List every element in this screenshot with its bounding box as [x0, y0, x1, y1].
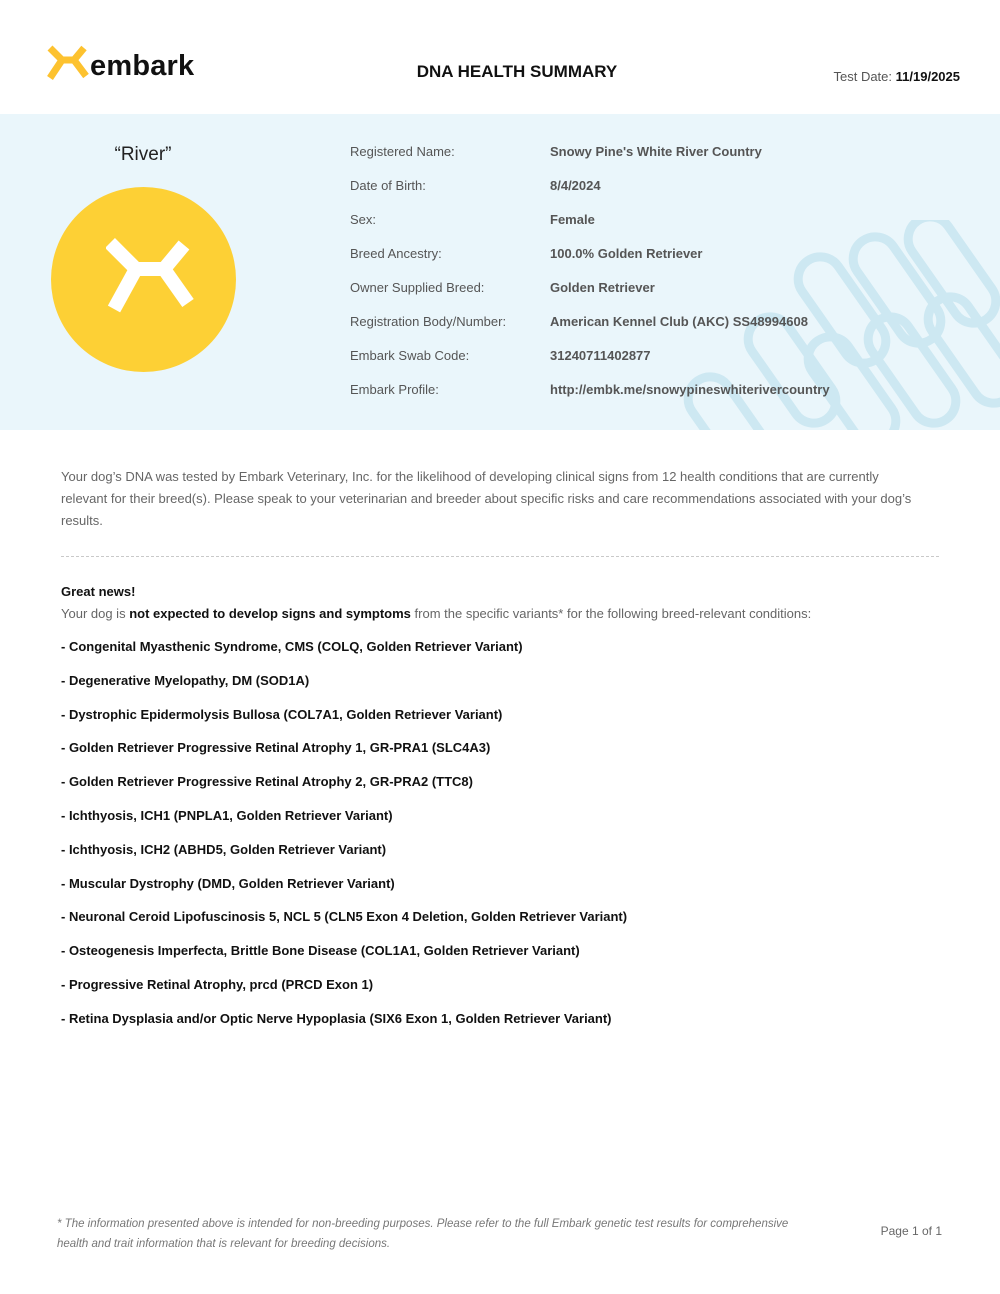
sub-prefix: Your dog is — [61, 606, 130, 621]
info-value: Snowy Pine's White River Country — [550, 144, 762, 159]
footnote: * The information presented above is intended for non-breeding purposes. Please refer to the full Embark genetic test results for comprehensive health and trait information that is relevant for breeding decisions. — [57, 1218, 789, 1250]
info-row-sex — [350, 212, 970, 246]
condition-item: - Muscular Dystrophy (DMD, Golden Retriever Variant) — [61, 875, 395, 891]
info-label: Embark Swab Code: — [350, 348, 470, 363]
condition-item: - Dystrophic Epidermolysis Bullosa (COL7A1, Golden Retriever Variant) — [61, 706, 503, 722]
condition-item: - Progressive Retinal Atrophy, prcd (PRCD Exon 1) — [61, 976, 374, 992]
page-header — [0, 0, 1000, 114]
condition-item: - Golden Retriever Progressive Retinal Atrophy 1, GR-PRA1 (SLC4A3) — [61, 740, 491, 756]
dog-avatar — [51, 187, 236, 372]
info-row-swab-code — [350, 348, 970, 382]
dog-profile-panel — [0, 114, 1000, 430]
dog-avatar-icon — [106, 237, 196, 317]
dog-info-list — [350, 144, 970, 416]
info-value: Golden Retriever — [550, 280, 655, 295]
info-label: Embark Profile: — [350, 382, 439, 397]
info-row-breed-ancestry — [350, 246, 970, 280]
condition-item: - Osteogenesis Imperfecta, Brittle Bone Disease (COL1A1, Golden Retriever Variant) — [61, 943, 580, 959]
info-value: American Kennel Club (AKC) SS48994608 — [550, 314, 808, 329]
info-value: 100.0% Golden Retriever — [550, 246, 703, 261]
info-row-owner-supplied-breed — [350, 280, 970, 314]
info-label: Sex: — [350, 212, 377, 227]
condition-item: - Retina Dysplasia and/or Optic Nerve Hypoplasia (SIX6 Exon 1, Golden Retriever Variant) — [61, 1010, 612, 1026]
condition-item: - Golden Retriever Progressive Retinal Atrophy 2, GR-PRA2 (TTC8) — [61, 774, 473, 790]
page-title: DNA HEALTH SUMMARY — [416, 62, 618, 81]
dashed-divider — [61, 556, 939, 557]
page-number: Page 1 of 1 — [880, 1224, 942, 1238]
info-row-embark-profile — [350, 382, 970, 416]
dog-name: “River” — [114, 144, 172, 165]
info-value: 8/4/2024 — [550, 178, 601, 193]
results-subheading — [61, 606, 811, 621]
info-row-registration — [350, 314, 970, 348]
test-date-label: Test Date: — [833, 69, 893, 84]
condition-item: - Ichthyosis, ICH2 (ABHD5, Golden Retriever Variant) — [61, 841, 387, 857]
intro-paragraph: Your dog’s DNA was tested by Embark Veterinary, Inc. for the likelihood of developing clinical signs from 12 health conditions that are currently relevant for their breed(s). Please speak to your veterinarian and breeder about specific risks and care recommendations associated with your dog’s results. — [61, 469, 912, 528]
embark-profile-link[interactable]: http://embk.me/snowypineswhiterivercountry — [550, 382, 830, 397]
info-label: Registration Body/Number: — [350, 314, 507, 329]
condition-item: - Congenital Myasthenic Syndrome, CMS (COLQ, Golden Retriever Variant) — [61, 639, 523, 654]
condition-item: - Neuronal Ceroid Lipofuscinosis 5, NCL 5 (CLN5 Exon 4 Deletion, Golden Retriever Variant) — [61, 909, 628, 925]
info-label: Registered Name: — [350, 144, 455, 159]
info-label: Breed Ancestry: — [350, 246, 442, 261]
condition-item: - Degenerative Myelopathy, DM (SOD1A) — [61, 672, 310, 688]
info-value: Female — [550, 212, 595, 227]
info-value: 31240711402877 — [550, 348, 651, 363]
info-row-registered-name — [350, 144, 970, 178]
test-date — [833, 69, 960, 84]
results-heading: Great news! — [61, 584, 136, 599]
brand-name: embark — [90, 49, 195, 82]
sub-suffix: from the specific variants* for the following breed-relevant conditions: — [410, 606, 812, 621]
conditions-list — [61, 639, 627, 1045]
test-date-value: 11/19/2025 — [895, 69, 960, 84]
sub-bold: not expected to develop signs and symptoms — [129, 606, 411, 621]
condition-item: - Ichthyosis, ICH1 (PNPLA1, Golden Retriever Variant) — [61, 807, 393, 823]
info-row-date-of-birth — [350, 178, 970, 212]
info-label: Owner Supplied Breed: — [350, 280, 485, 295]
info-label: Date of Birth: — [350, 178, 426, 193]
